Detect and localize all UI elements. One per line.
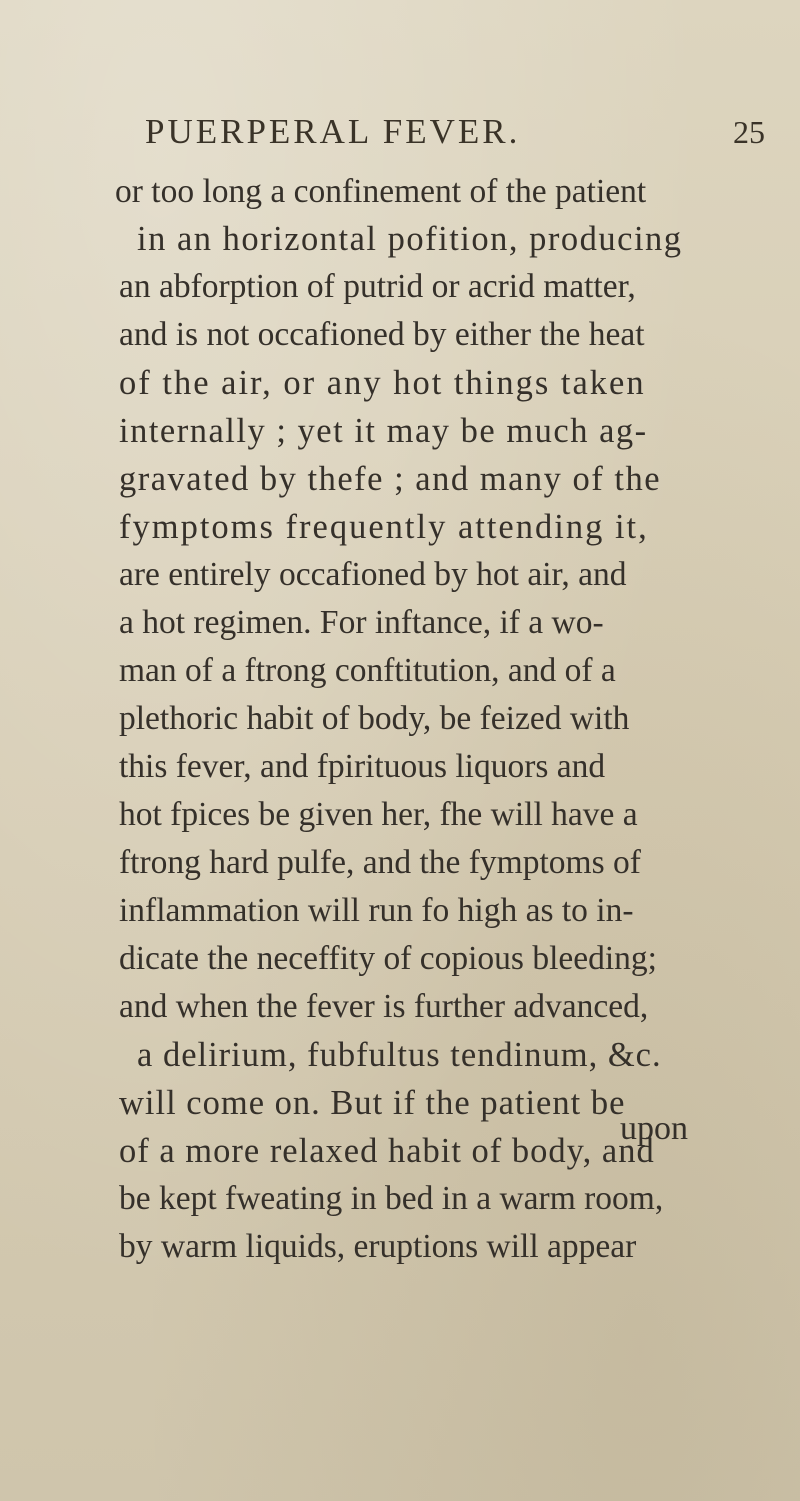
- text-line: an abforption of putrid or acrid matter,: [119, 268, 636, 305]
- catchword: upon: [620, 1110, 688, 1147]
- text-line: internally ; yet it may be much ag-: [119, 412, 648, 450]
- page-header: [145, 112, 775, 162]
- text-line: a hot regimen. For inftance, if a wo-: [119, 604, 604, 641]
- text-line: of a more relaxed habit of body, and: [119, 1132, 655, 1170]
- text-line: ftrong hard pulfe, and the fymptoms of: [119, 844, 641, 881]
- text-line: and is not occafioned by either the heat: [119, 316, 645, 353]
- text-line: man of a ftrong conftitution, and of a: [119, 652, 616, 689]
- text-line: of the air, or any hot things taken: [119, 364, 646, 402]
- text-line: gravated by thefe ; and many of the: [119, 460, 662, 498]
- text-line: in an horizontal pofition, producing: [137, 220, 683, 258]
- text-line: are entirely occafioned by hot air, and: [119, 556, 627, 593]
- text-line: by warm liquids, eruptions will appear: [119, 1228, 637, 1265]
- running-title: PUERPERAL FEVER.: [145, 112, 521, 151]
- text-line: hot fpices be given her, fhe will have a: [119, 796, 638, 833]
- page-number: 25: [733, 114, 765, 150]
- text-line: fymptoms frequently attending it,: [119, 508, 649, 546]
- text-line: inflammation will run fo high as to in-: [119, 892, 634, 929]
- text-line: be kept fweating in bed in a warm room,: [119, 1180, 664, 1217]
- text-line: this fever, and fpirituous liquors and: [119, 748, 606, 785]
- text-line: dicate the neceffity of copious bleeding;: [119, 940, 657, 977]
- text-line: will come on. But if the patient be: [119, 1084, 626, 1122]
- text-line: plethoric habit of body, be feized with: [119, 700, 630, 737]
- text-line: and when the fever is further advanced,: [119, 988, 649, 1025]
- text-line: a delirium, fubfultus tendinum, &c.: [137, 1036, 662, 1074]
- text-line: or too long a confinement of the patient: [115, 173, 647, 210]
